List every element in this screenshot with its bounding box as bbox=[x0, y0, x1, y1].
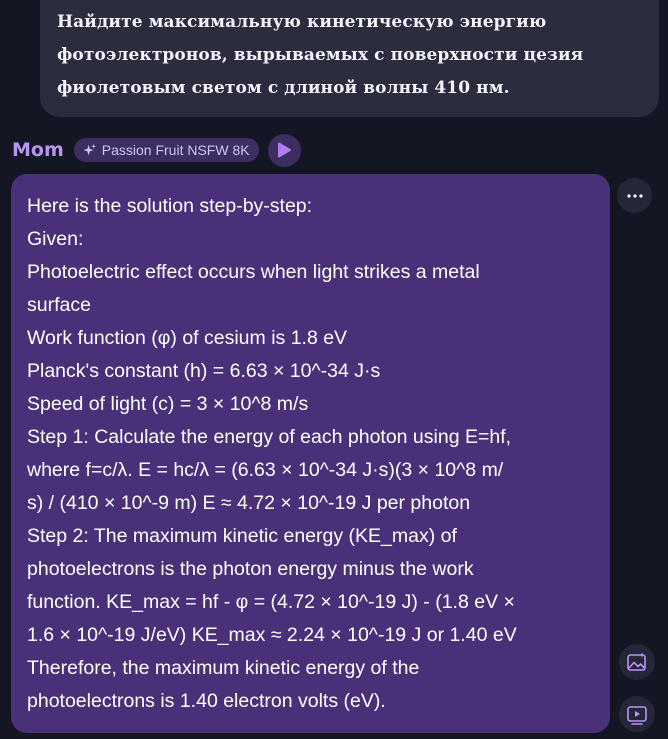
play-button[interactable] bbox=[268, 134, 301, 167]
play-icon bbox=[275, 141, 293, 159]
bot-message-line: Step 2: The maximum kinetic energy (KE_max) of bbox=[27, 525, 457, 547]
message-more-button[interactable] bbox=[617, 178, 652, 213]
bot-message-line: 1.6 × 10^-19 J/eV) KE_max ≈ 2.24 × 10^-19 J or 1.40 eV bbox=[27, 624, 517, 646]
generate-video-button[interactable] bbox=[619, 696, 655, 732]
user-message-line: фиолетовым светом с длиной волны 410 нм. bbox=[57, 78, 510, 98]
bot-message-line: Given: bbox=[27, 228, 84, 250]
sparkle-icon bbox=[82, 143, 97, 158]
bot-message-bubble bbox=[11, 174, 610, 733]
bot-message-line: where f=c/λ. E = hc/λ = (6.63 × 10^-34 J·s)(3 × 10^8 m/ bbox=[27, 459, 504, 481]
bot-message-line: Here is the solution step-by-step: bbox=[27, 195, 313, 217]
bot-message-line: Therefore, the maximum kinetic energy of the bbox=[27, 657, 420, 679]
bot-message-line: function. KE_max = hf - φ = (4.72 × 10^-19 J) - (1.8 eV × bbox=[27, 591, 515, 613]
bot-message-line: photoelectrons is the photon energy minus the work bbox=[27, 558, 474, 580]
user-message-bubble bbox=[40, 0, 659, 117]
bot-message-header bbox=[12, 133, 301, 167]
user-message-line: Найдите максимальную кинетическую энергию bbox=[57, 12, 547, 32]
video-icon bbox=[626, 703, 648, 725]
bot-message-line: Planck's constant (h) = 6.63 × 10^-34 J·s bbox=[27, 360, 381, 382]
model-badge[interactable] bbox=[74, 138, 259, 162]
user-message-line: фотоэлектронов, вырываемых с поверхности цезия bbox=[57, 45, 584, 65]
bot-message-line: photoelectrons is 1.40 electron volts (eV). bbox=[27, 690, 386, 712]
bot-message-line: Photoelectric effect occurs when light strikes a metal bbox=[27, 261, 480, 283]
bot-name[interactable]: Mom bbox=[12, 139, 64, 161]
more-horizontal-icon bbox=[627, 194, 643, 198]
bot-message-line: surface bbox=[27, 294, 91, 316]
bot-message-line: Speed of light (c) = 3 × 10^8 m/s bbox=[27, 393, 309, 415]
bot-message-line: Work function (φ) of cesium is 1.8 eV bbox=[27, 327, 348, 349]
model-badge-label: Passion Fruit NSFW 8K bbox=[101, 142, 250, 158]
generate-image-button[interactable] bbox=[619, 644, 655, 680]
bot-message-line: Step 1: Calculate the energy of each photon using E=hf, bbox=[27, 426, 512, 448]
image-generate-icon bbox=[626, 651, 648, 673]
bot-message-line: s) / (410 × 10^-9 m) E ≈ 4.72 × 10^-19 J per photon bbox=[27, 492, 471, 514]
